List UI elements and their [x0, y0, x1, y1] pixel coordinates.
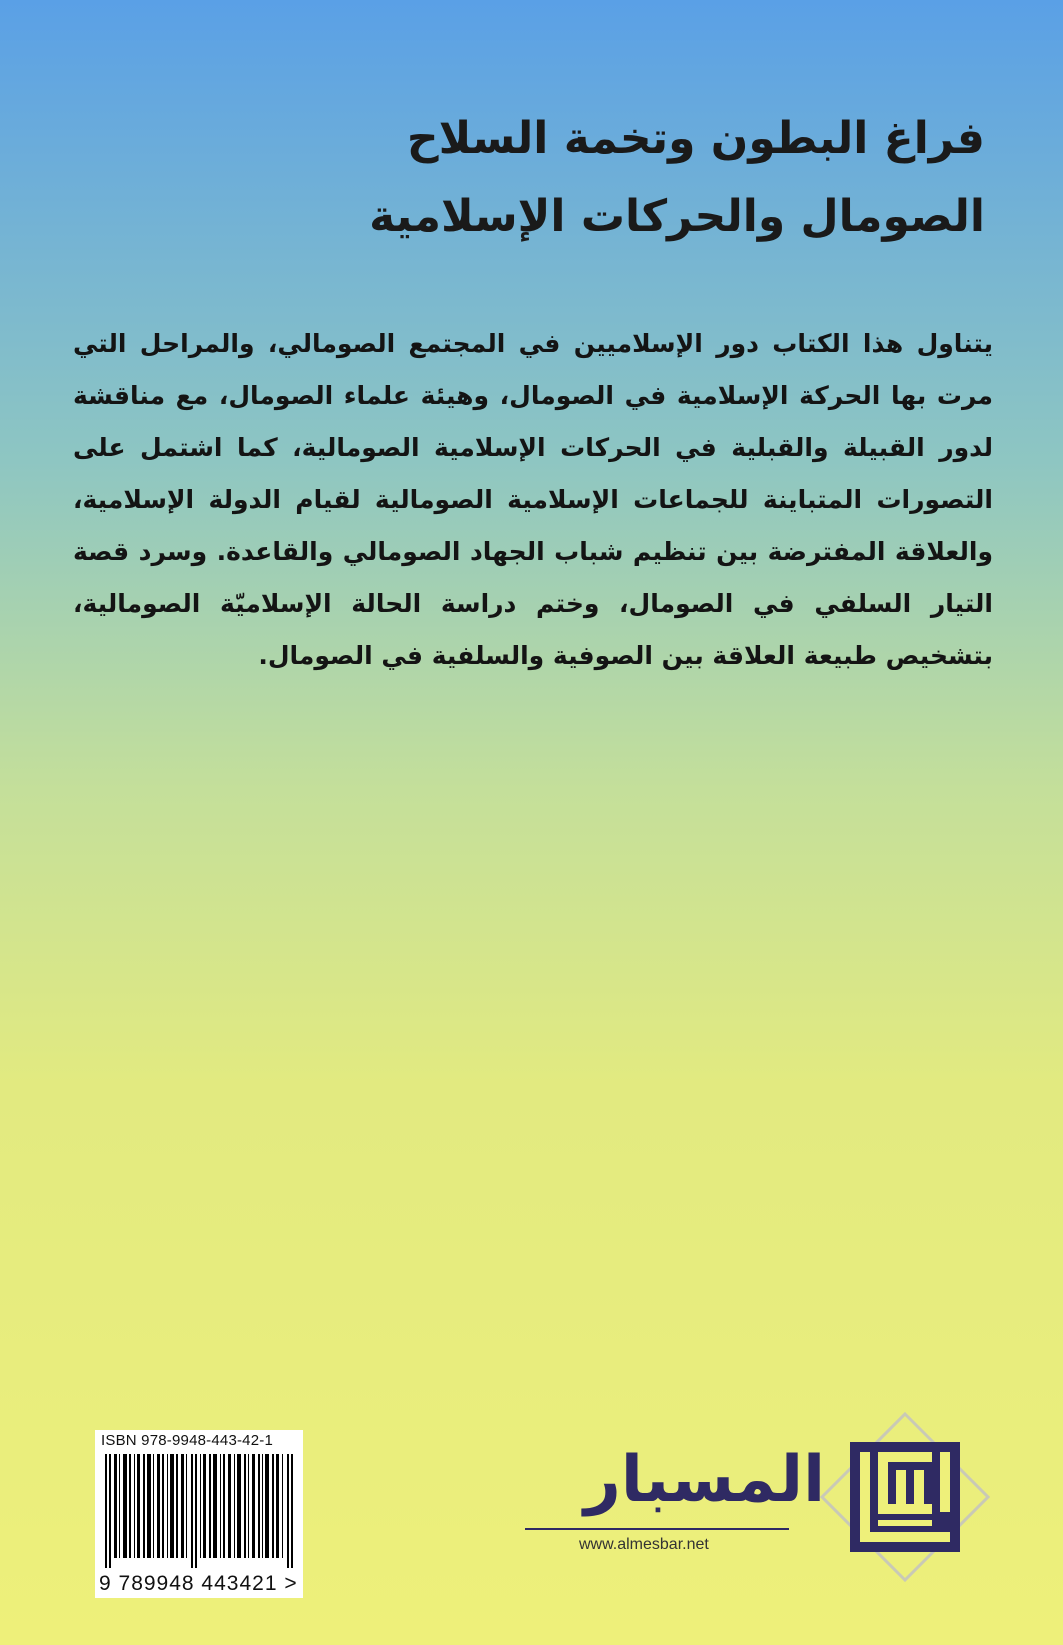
barcode-icon	[105, 1454, 293, 1568]
isbn-barcode-box	[95, 1430, 303, 1598]
publisher-divider	[525, 1528, 789, 1530]
publisher-website: www.almesbar.net	[579, 1536, 709, 1553]
book-titles	[85, 100, 985, 256]
book-subtitle: الصومال والحركات الإسلامية	[369, 191, 985, 242]
almesbar-kufic-logo-icon	[820, 1412, 990, 1582]
book-description: يتناول هذا الكتاب دور الإسلاميين في المجتمع الصومالي، والمراحل التي مرت بها الحركة الإسلامية في الصومال، وهيئة علماء الصومال، مع مناقشة لدور القبيلة والقبلية في الحركات الإسلامية الصومالية، كما اشتمل على التصورات المتباينة للجماعات الإسلامية الصومالية لقيام الدولة الإسلامية، والعلاقة المفترضة بين تنظيم شباب الجهاد الصومالي والقاعدة. وسرد قصة التيار السلفي في الصومال، وختم دراسة الحالة الإسلاميّة الصومالية، بتشخيص طبيعة العلاقة بين الصوفية والسلفية في الصومال.	[73, 329, 993, 670]
book-title: فراغ البطون وتخمة السلاح	[406, 113, 985, 164]
publisher-name: المسبار	[584, 1443, 825, 1517]
isbn-label: ISBN 978-9948-443-42-1	[101, 1432, 274, 1449]
ean-digits: 9 789948 443421 >	[99, 1572, 298, 1595]
publisher-block	[525, 1440, 825, 1590]
